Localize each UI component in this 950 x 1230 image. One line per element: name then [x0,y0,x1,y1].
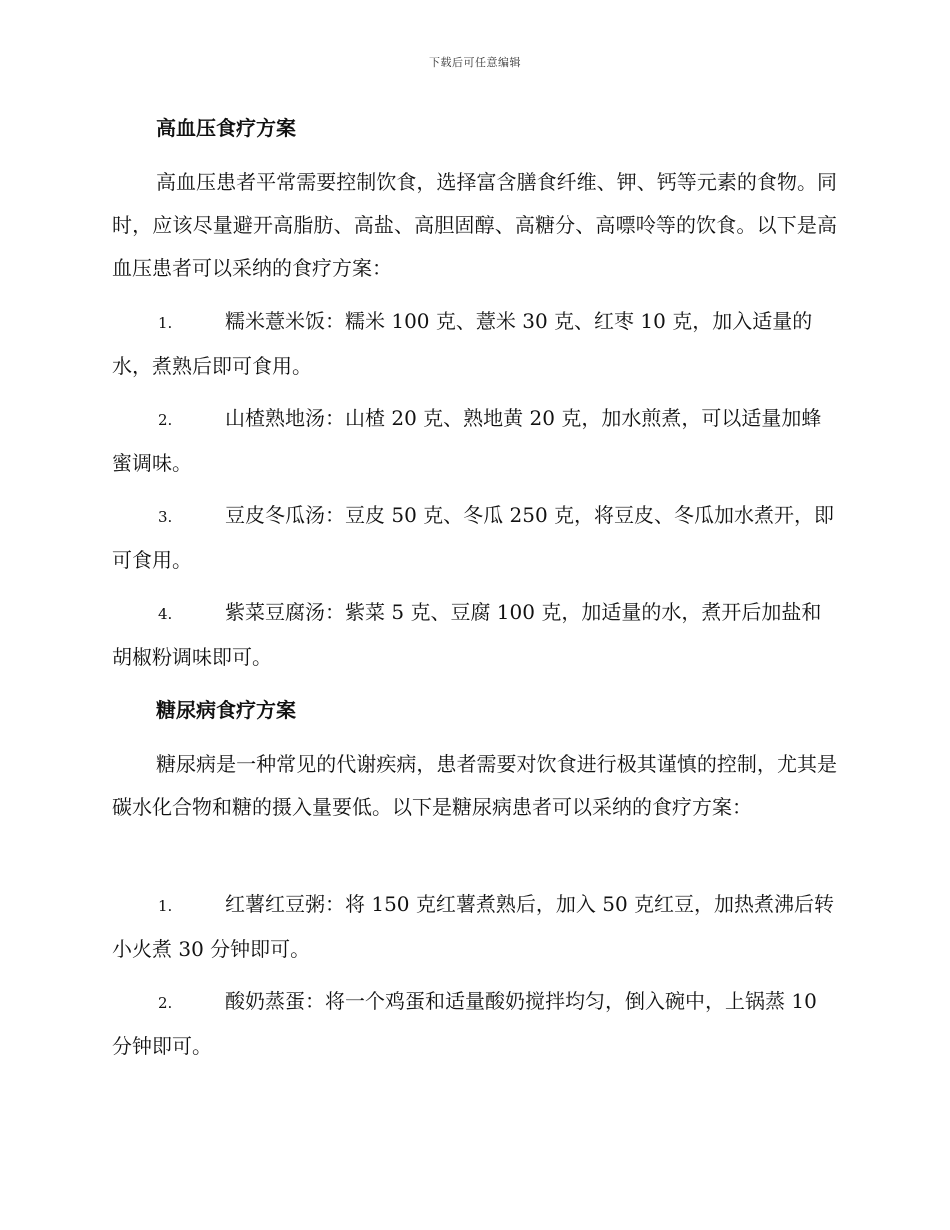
section-title-hypertension: 高血压食疗方案 [156,116,296,140]
section-intro-diabetes: 糖尿病是一种常见的代谢疾病，患者需要对饮食进行极其谨慎的控制，尤其是碳水化合物和糖的摄入量要低。以下是糖尿病患者可以采纳的食疗方案： [112,752,837,819]
list-item-number: 2. [158,994,173,1012]
list-item [112,494,837,582]
list-item-number: 1. [158,314,173,332]
list-item [112,397,837,485]
list-item-number: 4. [158,605,173,623]
section-intro-hypertension: 高血压患者平常需要控制饮食，选择富含膳食纤维、钾、钙等元素的食物。同时，应该尽量避开高脂肪、高盐、高胆固醇、高糖分、高嘌呤等的饮食。以下是高血压患者可以采纳的食疗方案： [112,170,837,280]
list-item [112,980,837,1068]
list-item-text: 酸奶蒸蛋：将一个鸡蛋和适量酸奶搅拌均匀，倒入碗中，上锅蒸 10 分钟即可。 [112,989,817,1058]
list-item-text: 豆皮冬瓜汤：豆皮 50 克、冬瓜 250 克，将豆皮、冬瓜加水煮开，即可食用。 [112,503,835,572]
list-item-text: 山楂熟地汤：山楂 20 克、熟地黄 20 克，加水煎煮，可以适量加蜂蜜调味。 [112,406,822,475]
list-item [112,300,837,388]
section-title-diabetes: 糖尿病食疗方案 [156,698,296,722]
list-item [112,591,837,679]
list-item-text: 紫菜豆腐汤：紫菜 5 克、豆腐 100 克，加适量的水，煮开后加盐和胡椒粉调味即可。 [112,600,822,669]
list-item-text: 红薯红豆粥：将 150 克红薯煮熟后，加入 50 克红豆，加热煮沸后转小火煮 30 分钟即可。 [112,892,835,961]
list-item-number: 2. [158,411,173,429]
list-item-text: 糯米薏米饭：糯米 100 克、薏米 30 克、红枣 10 克，加入适量的水，煮熟后即可食用。 [112,309,813,378]
list-item [112,883,837,971]
list-item-number: 1. [158,897,173,915]
list-item-number: 3. [158,508,173,526]
page-header: 下载后可任意编辑 [429,56,521,69]
